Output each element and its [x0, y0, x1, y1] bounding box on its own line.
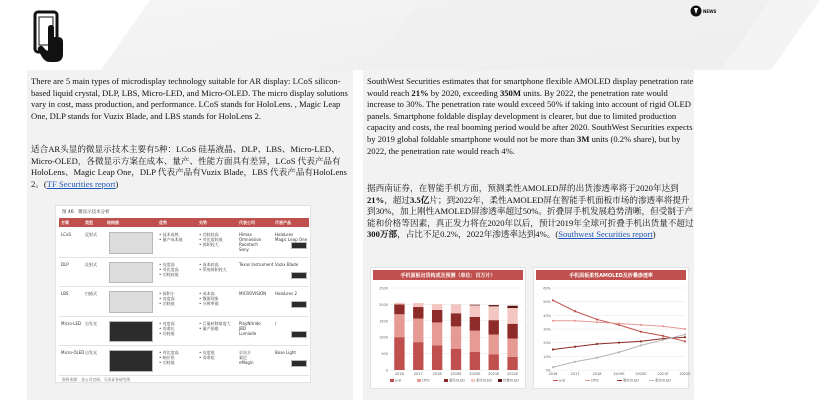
- r1-text-a: SouthWest Securities estimates that for smartphone flexible AMOLED display penetration rate would reach: [367, 76, 694, 98]
- data-point: [618, 322, 620, 324]
- header-diagonal-stripe-2: [371, 0, 820, 70]
- left-paragraph-chinese: [31, 144, 353, 190]
- data-point: [684, 333, 686, 335]
- bar-segment: [489, 335, 499, 355]
- table-row: [59, 258, 309, 288]
- table-cell: PlayNitride JBD Lumiode: [239, 320, 261, 336]
- bar-segment: [432, 310, 442, 322]
- bar-segment: [489, 320, 499, 334]
- x-tick-label: 2019E: [450, 372, 462, 376]
- table-cell: MICROVISION: [239, 291, 267, 296]
- y-tick-label: 2500: [379, 286, 388, 291]
- product-photo-thumbnail: [291, 331, 307, 338]
- bar-segment: [413, 342, 423, 370]
- bar-segment: [394, 303, 404, 305]
- structure-diagram-thumbnail: [109, 291, 153, 313]
- table-cell: 反射式: [85, 261, 97, 267]
- y-tick-label: 0: [385, 368, 388, 373]
- chart-2-title-bar: [536, 270, 686, 280]
- bar-segment: [470, 331, 480, 352]
- table-cell: HoloLens 2: [275, 291, 298, 296]
- table-cell: 自发光: [85, 320, 97, 326]
- microdisplay-technology-table: [55, 205, 311, 383]
- bar-segment: [451, 349, 461, 370]
- bar-segment: [470, 317, 480, 331]
- table-cell: Micro-OLED: [61, 350, 85, 355]
- x-tick-label: 2018: [592, 372, 602, 376]
- x-tick-label: 2017: [413, 372, 423, 376]
- table-cell: Himax Omnivision Raontech Sony: [239, 232, 262, 252]
- bar-segment: [432, 345, 442, 370]
- table-cell: Vuzix Blade: [275, 261, 299, 267]
- series-line: [553, 334, 685, 367]
- r1-text-c: by 2020, exceeding: [428, 87, 500, 98]
- table-cell: • 亮度高 • 对比度高 • 功耗较低: [159, 261, 179, 277]
- source-close-paren: ): [115, 178, 119, 189]
- product-photo-thumbnail: [291, 301, 307, 308]
- x-tick-label: 2022E: [507, 372, 519, 376]
- legend-label: 折叠OLED: [503, 378, 519, 383]
- table-cell: 自发光: [85, 350, 97, 355]
- data-point: [684, 336, 686, 338]
- legend-swatch: [498, 379, 502, 382]
- table-cell: 扫描式: [85, 291, 97, 296]
- table-header-cell: 结构图: [107, 220, 119, 225]
- r2-text-e: 片；到2022年，柔性AMOLED屏在智能手机面板市场的渗透率将提升到30%，加上刚性AMOLED屏渗透率超过50%。折叠屏手机发展趋势清晰，但受制于产能和价格等因素，真正发力将在2020年以后，预计2019年全球可折叠手机出货量不超过: [367, 194, 694, 228]
- legend-label: 刚性OLED: [623, 378, 639, 383]
- table-cell: Bose Light: [275, 350, 296, 355]
- table-header-row: [59, 218, 309, 227]
- r2-bold-21pct: 21%: [367, 194, 385, 205]
- legend-label: 刚性OLED: [449, 378, 465, 383]
- table-header-cell: 劣势: [199, 220, 207, 225]
- structure-diagram-thumbnail: [109, 350, 153, 372]
- legend-label: LTPS: [422, 378, 430, 383]
- y-tick-label: 2000: [379, 302, 388, 307]
- y-tick-label: 60%: [543, 286, 551, 291]
- chart-2-title: 手机面板柔性AMOLED及折叠渗透率: [569, 273, 653, 279]
- table-row: [59, 317, 309, 347]
- brand-news-icon: [690, 4, 717, 18]
- data-point: [552, 366, 554, 368]
- data-point: [684, 328, 686, 330]
- data-point: [640, 331, 642, 333]
- bar-segment: [394, 337, 404, 370]
- table-header-cell: 方案: [61, 220, 69, 225]
- table-cell: Texas Instrument: [239, 261, 274, 267]
- table-cell: /: [275, 320, 277, 326]
- chart-2-svg: [535, 282, 689, 388]
- bar-segment: [451, 313, 461, 326]
- data-point: [552, 320, 554, 322]
- data-point: [574, 310, 576, 312]
- table-footnote: 资料来源：各公司官网，天风证券研究所: [62, 377, 131, 382]
- bar-segment: [413, 303, 423, 307]
- r1-text-g: units (0.2% share), but by 2022, the penetration rate would reach 4%.: [367, 133, 681, 156]
- table-cell: • 对比度高 • 响应快 • 功耗低: [159, 350, 179, 365]
- bar-segment: [470, 305, 480, 316]
- y-tick-label: 0%: [545, 368, 551, 373]
- data-point: [552, 299, 554, 301]
- data-point: [618, 351, 620, 353]
- legend-label: a-Si: [395, 378, 402, 383]
- data-point: [662, 339, 664, 341]
- data-point: [596, 321, 598, 323]
- data-point: [596, 318, 598, 320]
- r2-bold-3m: 300万部: [367, 229, 398, 240]
- r2-text-a: 据西南证券，在智能手机方面，预测柔性AMOLED屏的出货渗透率将于2020年达到: [367, 183, 679, 193]
- r1-bold-21pct: 21%: [411, 87, 429, 98]
- x-tick-label: 2022E: [679, 372, 691, 376]
- table-cell: • 技术成熟 • 量产成本低: [159, 232, 183, 242]
- table-row: [59, 228, 309, 258]
- legend-label: LTPS: [591, 378, 599, 383]
- structure-diagram-thumbnail: [109, 321, 153, 343]
- table-cell: DLP: [61, 261, 69, 267]
- table-cell: • 成本高 • 散斑现象 • 分辨率低: [199, 291, 219, 306]
- table-cell: LCoS: [61, 232, 72, 237]
- southwest-securities-report-link[interactable]: Southwest Securities report: [558, 229, 653, 240]
- y-tick-label: 1000: [379, 335, 388, 340]
- bar-segment: [489, 305, 499, 306]
- legend-label: 柔性OLED: [655, 378, 671, 383]
- table-header-cell: 代表公司: [239, 220, 255, 225]
- table-cell: LBS: [61, 291, 69, 296]
- legend-swatch: [417, 379, 421, 382]
- tf-securities-report-link[interactable]: TF Securities report: [46, 178, 116, 189]
- data-point: [596, 343, 598, 345]
- penetration-line-chart: [533, 267, 689, 389]
- data-point: [574, 346, 576, 348]
- smartphone-touch-icon: [28, 10, 68, 68]
- table-header-cell: 代表产品: [275, 220, 291, 225]
- bar-segment: [470, 305, 480, 306]
- data-point: [596, 357, 598, 359]
- table-cell: • 功耗较高 • 对比度较低 • 体积较大: [199, 232, 223, 247]
- chart-1-title-bar: [373, 270, 523, 280]
- data-point: [640, 344, 642, 346]
- bar-segment: [507, 357, 517, 370]
- data-point: [618, 342, 620, 344]
- table-cell: 反射式: [85, 232, 97, 237]
- table-cell: • 成本较高 • 系统体积较大: [199, 261, 227, 272]
- table-cell: HoloLens Magic Leap One: [275, 232, 308, 242]
- table-header-cell: 类型: [85, 220, 93, 225]
- r2-bold-350m: 3.5亿: [409, 194, 430, 205]
- y-tick-label: 40%: [543, 313, 551, 318]
- product-photo-thumbnail: [291, 272, 307, 279]
- left-paragraph-chinese-text: 适合AR头显的微显示技术主要有5种：LCoS 硅基液晶、DLP、LBS、Micro-LED、Micro-OLED，各微显示方案在成本、量产、性能方面具有差异，LCoS 代表产品有HoloLens、Magic Leap One，DLP 代表产品有Vuzix Blade，LBS 代表产品有HoloLens 2。: [31, 144, 347, 189]
- table-cell: 京东方 索尼 eMagin: [239, 350, 254, 365]
- data-point: [574, 361, 576, 363]
- legend-label: a-Si: [559, 378, 566, 383]
- table-row: [59, 346, 309, 376]
- legend-swatch: [444, 379, 448, 382]
- data-point: [662, 325, 664, 327]
- data-point: [640, 324, 642, 326]
- right-paragraph-english: [367, 76, 694, 157]
- source-open-paren: (: [43, 178, 47, 189]
- table-cell: • 亮度高 • 寿命长 • 功耗低: [159, 320, 175, 336]
- bar-segment: [470, 352, 480, 370]
- data-point: [662, 335, 664, 337]
- legend-swatch: [390, 379, 394, 382]
- x-tick-label: 2020E: [635, 372, 647, 376]
- bar-segment: [451, 305, 461, 314]
- data-point: [552, 348, 554, 350]
- product-photo-thumbnail: [291, 360, 307, 367]
- legend-label: 柔性OLED: [476, 378, 492, 383]
- bar-segment: [413, 307, 423, 318]
- r2-text-g: ，占比不足0.2%，2022年渗透率达到4%。: [397, 229, 556, 240]
- x-tick-label: 2018: [432, 372, 442, 376]
- bar-segment: [507, 308, 517, 324]
- x-tick-label: 2016: [548, 372, 558, 376]
- badge-text: NEWS: [703, 9, 717, 14]
- table-cell: • 体积小 • 亮度高 • 功耗低: [159, 291, 175, 306]
- y-tick-label: 10%: [543, 354, 551, 359]
- bar-segment: [489, 306, 499, 320]
- data-point: [684, 340, 686, 342]
- table-caption: 图 46：微显示技术分析: [62, 210, 110, 215]
- r1-bold-3m: 3M: [577, 133, 590, 144]
- table-row: [59, 287, 309, 317]
- bar-segment: [507, 306, 517, 308]
- table-cell: • 亮度低 • 寿命短: [199, 350, 215, 360]
- legend-swatch: [471, 379, 475, 382]
- bar-segment: [489, 354, 499, 370]
- x-tick-label: 2021E: [488, 372, 500, 376]
- left-paragraph-english: There are 5 main types of microdisplay technology suitable for AR display: LCoS silicon-based liquid crystal, DLP, LBS, Micro-LED, and Micro-OLED. The micro display solutions vary in cost, mass production, and performance. LCoS stands for HoloLens. , Magic Leap One, DLP stands for Vuzix Blade, and LBS stands for HoloLens 2.: [31, 76, 348, 121]
- x-tick-label: 2020E: [469, 372, 481, 376]
- r1-bold-350m: 350M: [499, 87, 521, 98]
- bar-segment: [507, 339, 517, 357]
- source-2-open-paren: (: [555, 229, 559, 240]
- r2-text-c: ，超过: [384, 194, 410, 205]
- bar-segment: [451, 326, 461, 348]
- panel-shipment-bar-chart: [370, 267, 526, 389]
- bar-segment: [507, 324, 517, 339]
- y-tick-label: 500: [381, 352, 388, 357]
- bar-segment: [432, 322, 442, 345]
- table-cell: • 巨量转移难度大 • 量产困难: [199, 320, 231, 331]
- data-point: [574, 320, 576, 322]
- chart-1-title: 手机面板出货构成及预测（单位：百万片）: [400, 273, 496, 279]
- chart-1-svg: [372, 282, 526, 388]
- y-tick-label: 50%: [543, 300, 551, 305]
- y-tick-label: 30%: [543, 327, 551, 332]
- source-2-close-paren: ): [652, 229, 656, 240]
- bar-segment: [413, 319, 423, 343]
- table-header-cell: 优势: [159, 220, 167, 225]
- structure-diagram-thumbnail: [109, 262, 153, 284]
- x-tick-label: 2016: [394, 372, 404, 376]
- bar-segment: [394, 304, 404, 314]
- y-tick-label: 20%: [543, 341, 551, 346]
- structure-diagram-thumbnail: [109, 232, 153, 254]
- data-point: [640, 340, 642, 342]
- product-photo-thumbnail: [291, 242, 307, 249]
- r1-text-e: units. By 2022, the penetration rate would increase to 30%. The penetration rate would exceed 50% if taking into account of rigid OLED panels. Smartphone foldable display development is clearer, but due to limited production capacity and costs, the real booming period would be after 2020. SouthWest Securities expects by 2019 global foldable smartphone would not be more than: [367, 87, 693, 144]
- x-tick-label: 2017: [570, 372, 580, 376]
- bar-segment: [394, 314, 404, 337]
- bar-segment: [432, 304, 442, 310]
- x-tick-label: 2021E: [657, 372, 669, 376]
- table-cell: Micro-LED: [61, 320, 82, 326]
- y-tick-label: 1500: [379, 319, 388, 324]
- right-paragraph-chinese: [367, 183, 694, 241]
- x-tick-label: 2019E: [613, 372, 625, 376]
